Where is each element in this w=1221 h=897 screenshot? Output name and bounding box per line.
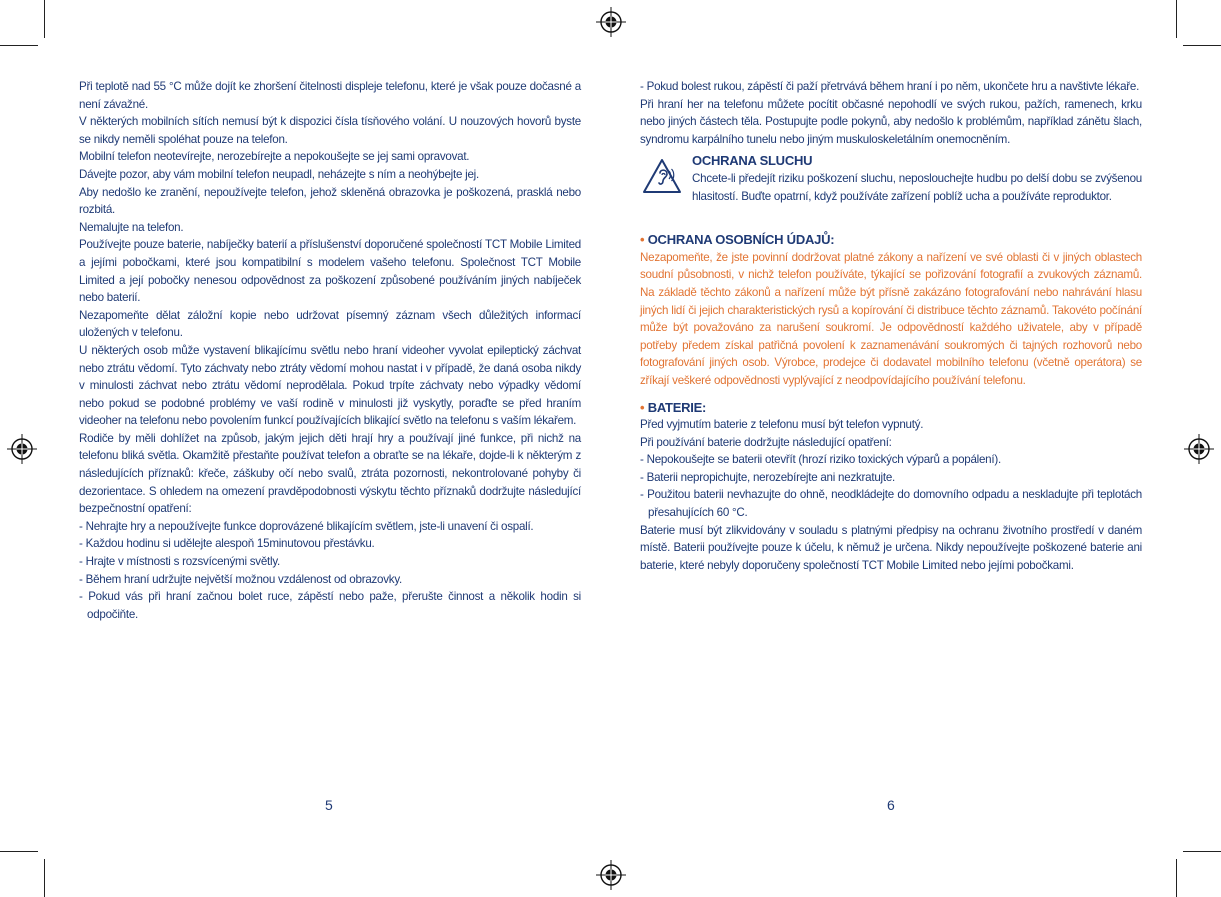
crop-mark: [44, 0, 45, 38]
paragraph: Chcete-li předejít riziku poškození sluchu, neposlouchejte hudbu po delší dobu se zvýšenou hlasitostí. Buďte opatrní, když používáte zařízení poblíž ucha a používáte reproduktor.: [692, 171, 1142, 203]
paragraph: Při teplotě nad 55 °C může dojít ke zhoršení čitelnosti displeje telefonu, které je však pouze dočasné a není závažné.: [79, 80, 581, 111]
paragraph: Mobilní telefon neotevírejte, nerozebírejte a nepokoušejte se jej sami opravovat.: [79, 150, 470, 164]
section-title: OCHRANA OSOBNÍCH ÚDAJŮ:: [647, 232, 835, 248]
paragraph: Baterie musí být zlikvidovány v souladu s platnými předpisy na ochranu životního prostředí v daném místě. Baterii používejte pouze k účelu, k němuž je určena. Nikdy nepoužívejte poškozené baterie ani baterie, které nebyly doporučeny společností TCT Mobile Limited nebo jejími pobočkami.: [640, 523, 1142, 572]
right-column: [640, 78, 1142, 574]
paragraph: Při hraní her na telefonu můžete pocítit občasné nepohodlí ve svých rukou, pažích, ramenech, krku nebo jiných částech těla. Postupujte podle pokynů, aby nedošlo k problémům, například zánětu šlach, syndromu karpálního tunelu nebo jiným muskuloskeletálním onemocněním.: [640, 97, 1142, 146]
page-number: 5: [325, 797, 333, 813]
paragraph: Nezapomeňte dělat záložní kopie nebo udržovat písemný záznam všech důležitých informací uložených v telefonu.: [79, 308, 581, 340]
crop-mark: [1183, 45, 1221, 46]
section-title: OCHRANA SLUCHU: [692, 153, 813, 169]
registration-mark-icon: [596, 860, 626, 890]
registration-mark-icon: [1184, 434, 1214, 464]
list-item: - Nepokoušejte se baterii otevřít (hrozí riziko toxických výparů a popálení).: [640, 453, 1001, 467]
crop-mark: [0, 851, 38, 852]
list-item: - Každou hodinu si udělejte alespoň 15minutovou přestávku.: [79, 537, 375, 551]
registration-mark-icon: [596, 7, 626, 37]
list-item: - Během hraní udržujte největší možnou vzdálenost od obrazovky.: [79, 572, 403, 586]
hearing-protection-section: [640, 152, 1142, 205]
list-item: - Použitou baterii nevhazujte do ohně, neodkládejte do domovního odpadu a neskladujte při teplotách přesahujících 60 °C.: [640, 488, 1142, 520]
hearing-warning-icon: [642, 158, 682, 194]
section-title: BATERIE:: [647, 399, 707, 415]
list-item: - Pokud bolest rukou, zápěstí či paží přetrvává během hraní i po něm, ukončete hru a navštivte lékaře.: [640, 80, 1140, 93]
list-item: - Pokud vás při hraní začnou bolet ruce, zápěstí nebo paže, přerušte činnost a několik hodin si odpočiňte.: [79, 590, 581, 621]
list-item: - Hrajte v místnosti s rozsvícenými světly.: [79, 555, 280, 569]
paragraph: Nezapomeňte, že jste povinní dodržovat platné zákony a nařízení ve své oblasti či v jiných oblastech soudní působnosti, v nichž telefon používáte, týkající se pořizování fotografií a zvukových záznamů. Na základě těchto zákonů a nařízení může být přísně zakázáno fotografování nebo nahrávání hlasu jiných lidí či jejich charakteristických rysů a kopírování či distribuce těchto záznamů. Takovéto počínání může být považováno za narušení soukromí. Je odpovědností každého uživatele, aby v případě potřeby předem získal patřičná povolení k zaznamenávání soukromých či tajných rozhovorů nebo fotografování jiných osob. Výrobce, prodejce či dodavatel mobilního telefonu (včetně operátora) se zříkají veškeré odpovědnosti vyplývající z neodpovídajícího používání telefonu.: [640, 250, 1142, 387]
section-heading: [640, 399, 1142, 417]
crop-mark: [1176, 0, 1177, 38]
list-item: - Baterii nepropichujte, nerozebírejte ani nezkratujte.: [640, 470, 895, 484]
paragraph: U některých osob může vystavení blikajícímu světlu nebo hraní videoher vyvolat epileptický záchvat nebo ztrátu vědomí. Tyto záchvaty nebo ztráty vědomí mohou nastat i v případě, že daná osoba nikdy v minulosti záchvat nebo ztrátu vědomí neprodělala. Pokud trpíte záchvaty nebo výpadky vědomí nebo pokud se podobné problémy ve vaší rodině v minulosti již vyskytly, poraďte se před hraním videoher na telefonu nebo povolením funkcí používajících blikající světlo na telefonu s vaším lékařem.: [79, 343, 581, 428]
list-item: - Nehrajte hry a nepoužívejte funkce doprovázené blikajícím světlem, jste-li unavení či ospalí.: [79, 519, 534, 533]
paragraph: Používejte pouze baterie, nabíječky baterií a příslušenství doporučené společností TCT Mobile Limited a jejími pobočkami, které jsou kompatibilní s modelem vašeho telefonu. Společnost TCT Mobile Limited a její pobočky nenesou odpovědnost za poškození způsobené používáním jiných nabíječek nebo baterií.: [79, 238, 581, 305]
section-heading: [640, 231, 1142, 249]
crop-mark: [44, 859, 45, 897]
paragraph: Při používání baterie dodržujte následující opatření:: [640, 435, 892, 449]
registration-mark-icon: [7, 434, 37, 464]
crop-mark: [1183, 851, 1221, 852]
paragraph: V některých mobilních sítích nemusí být k dispozici čísla tísňového volání. U nouzových hovorů byste se nikdy neměli spoléhat pouze na telefon.: [79, 115, 581, 146]
crop-mark: [1176, 859, 1177, 897]
crop-mark: [0, 45, 38, 46]
page-number: 6: [887, 797, 895, 813]
bullet-dot: •: [640, 232, 645, 248]
bullet-dot: •: [640, 399, 645, 415]
paragraph: Před vyjmutím baterie z telefonu musí být telefon vypnutý.: [640, 418, 924, 432]
paragraph: Aby nedošlo ke zranění, nepoužívejte telefon, jehož skleněná obrazovka je poškozená, prasklá nebo rozbitá.: [79, 185, 581, 217]
left-column: [79, 78, 581, 623]
paragraph: Rodiče by měli dohlížet na způsob, jakým jejich děti hrají hry a používají jiné funkce, při nichž na telefonu bliká světla. Okamžitě přestaňte používat telefon a obraťte se na lékaře, dojde-li k některým z následujících příznaků: křeče, záškuby očí nebo svalů, ztráta pozornosti, nekontrolované pohyby či dezorientace. S ohledem na omezení pravděpodobnosti výskytu těchto příznaků dodržujte následující bezpečnostní opatření:: [79, 431, 581, 516]
paragraph: Nemalujte na telefon.: [79, 220, 184, 234]
paragraph: Dávejte pozor, aby vám mobilní telefon neupadl, neházejte s ním a neohýbejte jej.: [79, 167, 479, 181]
